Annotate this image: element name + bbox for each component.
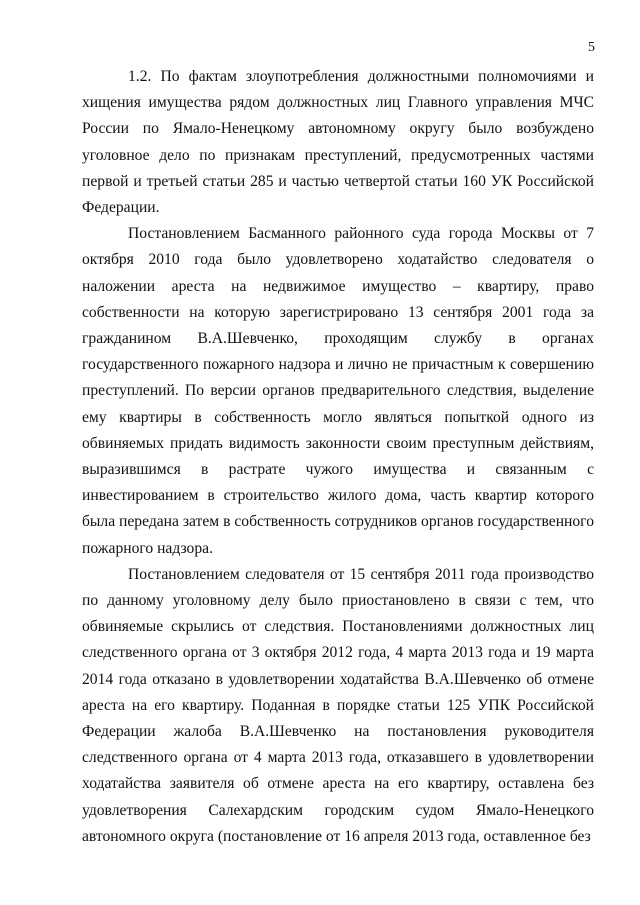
paragraph-basmanny-court: Постановлением Басманного районного суда города Москвы от 7 октября 2010 года было удовлетворено ходатайство следователя о наложении ареста на недвижимое имущество – квартиру, право собственности на которую зарегистрировано 13 сентября 2001 года за гражданином В.А.Шевченко, проходящим службу в органах государственного пожарного надзора и лично не причастным к совершению преступлений. По версии органов предварительного следствия, выделение ему квартиры в собственность могло являться попыткой одного из обвиняемых придать видимость законности своим преступным действиям, выразившимся в растрате чужого имущества и связанным с инвестированием в строительство жилого дома, часть квартир которого была передана затем в собственность сотрудников органов государственного пожарного надзора. (82, 225, 594, 557)
paragraph-investigator-resolution: Постановлением следователя от 15 сентября 2011 года производство по данному уголовному делу было приостановлено в связи с тем, что обвиняемые скрылись от следствия. Постановлениями должностных лиц следственного органа от 3 октября 2012 года, 4 марта 2013 года и 19 марта 2014 года отказано в удовлетворении ходатайства В.А.Шевченко об отмене ареста на его квартиру. Поданная в порядке статьи 125 УПК Российской Федерации жалоба В.А.Шевченко на постановления руководителя следственного органа от 4 марта 2013 года, отказавшего в удовлетворении ходатайства заявителя об отмене ареста на его квартиру, оставлена без удовлетворения Салехардским городским судом Ямало-Ненецкого автономного округа (постановление от 16 апреля 2013 года, оставленное без (82, 565, 594, 845)
document-body (82, 64, 594, 850)
page-number: 5 (588, 40, 595, 55)
paragraph-1-2: 1.2. По фактам злоупотребления должностными полномочиями и хищения имущества рядом должностных лиц Главного управления МЧС России по Ямало-Ненецкому автономному округу было возбуждено уголовное дело по признакам преступлений, предусмотренных частями первой и третьей статьи 285 и частью четвертой статьи 160 УК Российской Федерации. (82, 68, 594, 217)
